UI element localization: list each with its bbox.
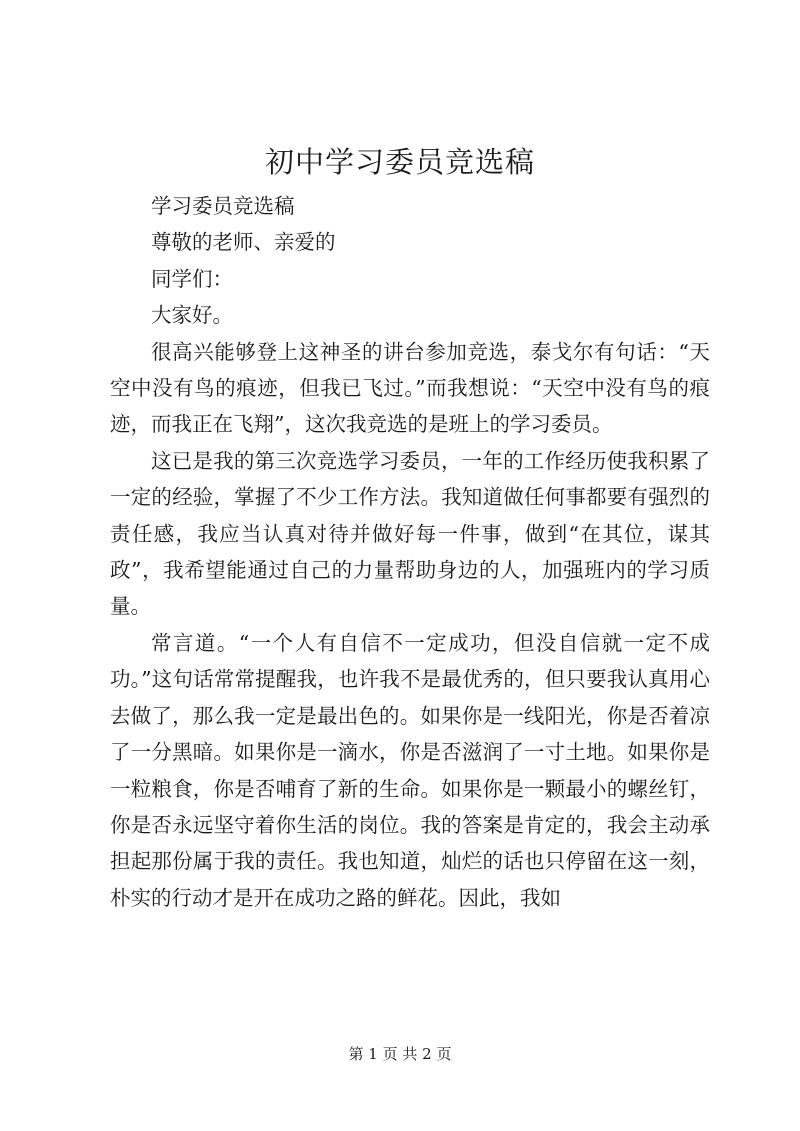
- paragraph-greeting-1: 尊敬的老师、亲爱的: [151, 230, 336, 255]
- page-footer: 第 1 页 共 2 页: [348, 1045, 452, 1063]
- paragraph-confidence: 常言道。“一个人有自信不一定成功，但没自信就一定不成功。”这句话常常提醒我，也许我不是最优秀的，但只要我认真用心去做了，那么我一定是最出色的。如果你是一线阳光，你是否着凉了一分黑暗。如果你是一滴水，你是否滋润了一寸土地。如果你是一粒粮食，你是否哺育了新的生命。如果你是一颗最小的螺丝钉，你是否永远坚守着你生活的岗位。我的答案是肯定的，我会主动承担起那份属于我的责任。我也知道，灿烂的话也只停留在这一刻，朴实的行动才是开在成功之路的鲜花。因此，我如: [110, 630, 710, 910]
- paragraph-experience: 这已是我的第三次竞选学习委员，一年的工作经历使我积累了一定的经验，掌握了不少工作方法。我知道做任何事都要有强烈的责任感，我应当认真对待并做好每一件事，做到“在其位，谋其政”，我希望能通过自己的力量帮助身边的人，加强班内的学习质量。: [110, 448, 710, 619]
- document-title: 初中学习委员竞选稿: [264, 145, 535, 179]
- paragraph-hello: 大家好。: [151, 303, 233, 328]
- paragraph-greeting-2: 同学们：: [151, 266, 233, 291]
- document-body: [110, 188, 710, 916]
- paragraph-subtitle: 学习委员竞选稿: [151, 194, 295, 218]
- paragraph-intro: 很高兴能够登上这神圣的讲台参加竞选，泰戈尔有句话：“天空中没有鸟的痕迹，但我已飞过。”而我想说：“天空中没有鸟的痕迹，而我正在飞翔”，这次我竞选的是班上的学习委员。: [110, 339, 710, 437]
